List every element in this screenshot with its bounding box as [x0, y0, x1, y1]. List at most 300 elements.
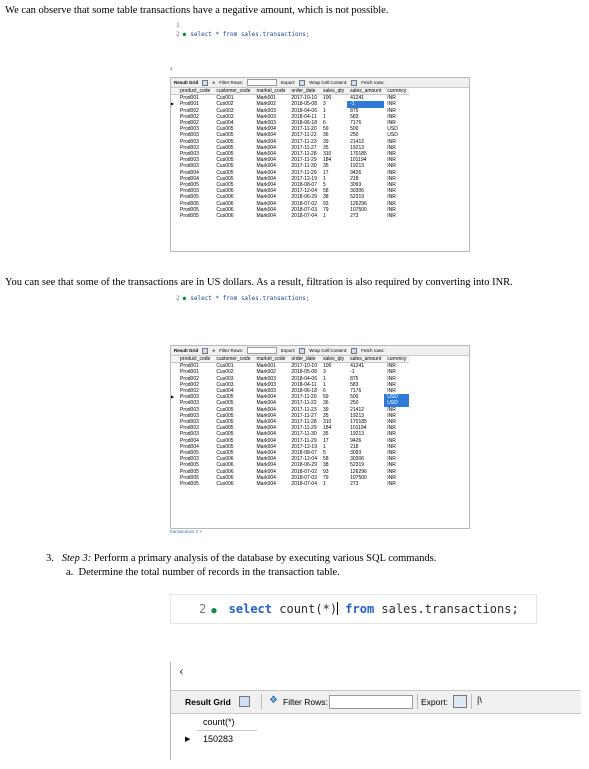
table-cell[interactable]: Mark001: [256, 363, 276, 370]
table-cell[interactable]: INR: [387, 412, 396, 419]
column-header[interactable]: market_code: [254, 356, 289, 363]
table-cell[interactable]: INR: [387, 213, 396, 220]
table-cell[interactable]: INR: [387, 163, 396, 170]
table-cell[interactable]: Cus005: [216, 419, 234, 426]
table-cell[interactable]: Mark004: [256, 419, 276, 426]
table-cell[interactable]: Prod002: [180, 120, 199, 127]
table-cell[interactable]: 21412: [350, 406, 365, 413]
table-cell[interactable]: 2017-12-19: [291, 175, 317, 182]
table-cell[interactable]: Prod003: [180, 132, 199, 139]
table-cell[interactable]: INR: [387, 175, 396, 182]
table-cell[interactable]: Cus006: [216, 468, 234, 475]
table-cell[interactable]: 36: [322, 132, 329, 139]
table-cell[interactable]: USD: [387, 126, 398, 133]
table-cell[interactable]: Prod005: [180, 462, 199, 469]
table-cell[interactable]: Cus005: [216, 431, 234, 438]
table-cell[interactable]: 2017-11-30: [291, 431, 317, 438]
grid-view-icon[interactable]: [202, 80, 208, 86]
table-cell[interactable]: Prod003: [180, 138, 199, 145]
table-cell[interactable]: Cus001: [216, 95, 234, 102]
table-cell[interactable]: INR: [387, 151, 396, 158]
table-row[interactable]: [171, 95, 409, 102]
table-cell[interactable]: Prod003: [180, 151, 199, 158]
table-cell[interactable]: 184: [322, 157, 332, 164]
table-cell[interactable]: 2017-10-10: [291, 363, 317, 370]
table-cell[interactable]: -1: [350, 369, 355, 376]
table-cell[interactable]: 170185: [350, 419, 367, 426]
table-cell[interactable]: Prod003: [180, 400, 199, 407]
table-cell[interactable]: Cus003: [216, 107, 234, 114]
table-cell[interactable]: Mark002: [256, 369, 276, 376]
column-header[interactable]: order_date: [288, 88, 320, 95]
table-cell[interactable]: 3: [322, 101, 326, 108]
table-cell[interactable]: 2017-12-04: [291, 456, 317, 463]
query-editor-2[interactable]: [176, 295, 309, 302]
table-cell[interactable]: Cus005: [216, 450, 234, 457]
table-cell[interactable]: 35: [322, 412, 329, 419]
table-cell[interactable]: Prod003: [180, 163, 199, 170]
table-cell[interactable]: Cus002: [216, 369, 234, 376]
wrap-toggle-icon[interactable]: |\: [477, 695, 482, 705]
table-cell[interactable]: Prod002: [180, 107, 199, 114]
table-cell[interactable]: 39: [322, 406, 329, 413]
table-cell[interactable]: Cus005: [216, 437, 234, 444]
table-cell[interactable]: Cus005: [216, 175, 234, 182]
table-cell[interactable]: Mark004: [256, 163, 276, 170]
table-cell[interactable]: 38: [322, 194, 329, 201]
table-cell[interactable]: 1: [322, 107, 326, 114]
table-cell[interactable]: Mark004: [256, 151, 276, 158]
table-cell[interactable]: 218: [350, 443, 359, 450]
grid-view-icon[interactable]: [239, 696, 250, 707]
table-cell[interactable]: Mark004: [256, 425, 276, 432]
table-cell[interactable]: Mark004: [256, 182, 276, 189]
wrap-toggle-icon[interactable]: [351, 348, 357, 354]
table-cell[interactable]: INR: [387, 456, 396, 463]
table-cell[interactable]: 2018-05-08: [291, 101, 317, 108]
table-cell[interactable]: Prod004: [180, 169, 199, 176]
table-cell[interactable]: INR: [387, 437, 396, 444]
table-cell[interactable]: 41241: [350, 363, 365, 370]
table-cell[interactable]: Cus002: [216, 101, 234, 108]
table-cell[interactable]: Cus003: [216, 381, 234, 388]
scroll-left-icon[interactable]: ‹: [179, 664, 184, 679]
table-cell[interactable]: 218: [350, 175, 359, 182]
table-cell[interactable]: 2018-06-18: [291, 388, 317, 395]
table-cell[interactable]: Prod005: [180, 200, 199, 207]
wrap-toggle-icon[interactable]: [351, 80, 357, 86]
filter-input[interactable]: [329, 695, 413, 709]
export-label[interactable]: Export:: [281, 80, 296, 85]
table-cell[interactable]: INR: [387, 474, 396, 481]
filter-input[interactable]: [247, 347, 277, 354]
table-cell[interactable]: Mark003: [256, 375, 276, 382]
table-cell[interactable]: INR: [387, 157, 396, 164]
table-cell[interactable]: Mark003: [256, 107, 276, 114]
table-cell[interactable]: INR: [387, 369, 396, 376]
table-cell[interactable]: 58: [322, 456, 329, 463]
table-cell[interactable]: 2018-07-04: [291, 481, 317, 488]
table-cell[interactable]: Prod001: [180, 369, 199, 376]
table-cell[interactable]: 19213: [350, 163, 365, 170]
table-cell[interactable]: 2018-05-08: [291, 369, 317, 376]
table-cell[interactable]: Mark004: [256, 456, 276, 463]
table-cell[interactable]: 2018-04-11: [291, 381, 317, 388]
table-cell[interactable]: Mark004: [256, 188, 276, 195]
table-cell[interactable]: Mark004: [256, 450, 276, 457]
query-editor-1[interactable]: [176, 31, 309, 38]
table-cell[interactable]: 30306: [350, 188, 365, 195]
column-header[interactable]: market_code: [254, 88, 289, 95]
table-cell[interactable]: 3: [322, 369, 326, 376]
table-cell[interactable]: 583: [350, 113, 359, 120]
column-header[interactable]: sales_amount: [347, 88, 384, 95]
export-icon[interactable]: [299, 80, 305, 86]
table-cell[interactable]: 126296: [350, 468, 367, 475]
table-cell[interactable]: 1: [322, 381, 326, 388]
table-cell[interactable]: Cus004: [216, 388, 234, 395]
table-cell[interactable]: 310: [322, 419, 332, 426]
table-cell[interactable]: INR: [387, 169, 396, 176]
table-cell[interactable]: 2017-11-20: [291, 126, 317, 133]
table-cell[interactable]: Mark004: [256, 169, 276, 176]
table-cell[interactable]: Prod005: [180, 450, 199, 457]
column-header[interactable]: product_code: [177, 88, 213, 95]
table-cell[interactable]: 41241: [350, 95, 365, 102]
table-cell[interactable]: Cus005: [216, 157, 234, 164]
table-cell[interactable]: 1: [322, 113, 326, 120]
table-cell[interactable]: 9426: [350, 169, 362, 176]
table-cell[interactable]: 2017-11-29: [291, 425, 317, 432]
table-cell[interactable]: INR: [387, 468, 396, 475]
table-cell[interactable]: INR: [387, 144, 396, 151]
table-cell[interactable]: 2017-11-23: [291, 406, 317, 413]
table-cell[interactable]: INR: [387, 188, 396, 195]
table-cell[interactable]: Prod003: [180, 406, 199, 413]
table-cell[interactable]: Mark004: [256, 406, 276, 413]
column-header[interactable]: product_code: [177, 356, 213, 363]
export-label[interactable]: Export:: [281, 348, 296, 353]
table-cell[interactable]: 107500: [350, 474, 367, 481]
table-cell[interactable]: 250: [350, 132, 359, 139]
table-cell[interactable]: Prod005: [180, 182, 199, 189]
table-cell[interactable]: Mark001: [256, 95, 276, 102]
table-cell[interactable]: Mark003: [256, 388, 276, 395]
table-cell[interactable]: Prod002: [180, 375, 199, 382]
table-cell[interactable]: 36: [322, 400, 329, 407]
table-cell[interactable]: INR: [387, 481, 396, 488]
column-header[interactable]: sales_qty: [320, 88, 347, 95]
table-cell[interactable]: Mark004: [256, 138, 276, 145]
table-cell[interactable]: 2018-07-04: [291, 213, 317, 220]
table-cell[interactable]: 2017-11-29: [291, 157, 317, 164]
table-cell[interactable]: Mark004: [256, 412, 276, 419]
table-cell[interactable]: Mark004: [256, 394, 276, 401]
table-cell[interactable]: 2018-06-18: [291, 120, 317, 127]
table-cell[interactable]: Cus006: [216, 213, 234, 220]
table-cell[interactable]: 52319: [350, 194, 365, 201]
table-cell[interactable]: Mark004: [256, 144, 276, 151]
table-cell[interactable]: Prod003: [180, 394, 199, 401]
table-cell[interactable]: Mark004: [256, 468, 276, 475]
table-cell[interactable]: 19213: [350, 144, 365, 151]
table-cell[interactable]: Prod003: [180, 425, 199, 432]
table-cell[interactable]: 2017-11-23: [291, 138, 317, 145]
table-row[interactable]: [171, 213, 409, 219]
table-cell[interactable]: 2018-07-03: [291, 474, 317, 481]
table-cell[interactable]: Cus006: [216, 206, 234, 213]
table-cell[interactable]: 2017-11-22: [291, 132, 317, 139]
table-cell[interactable]: 101194: [350, 425, 367, 432]
column-header[interactable]: sales_qty: [320, 356, 347, 363]
table-cell[interactable]: 100: [322, 95, 332, 102]
table-cell[interactable]: 35: [322, 144, 329, 151]
table-cell[interactable]: Prod001: [180, 95, 199, 102]
scroll-left-icon[interactable]: ‹: [170, 64, 173, 73]
table-cell[interactable]: 500: [350, 126, 359, 133]
table-cell[interactable]: Mark004: [256, 437, 276, 444]
table-cell[interactable]: Mark003: [256, 120, 276, 127]
table-cell[interactable]: INR: [387, 425, 396, 432]
table-cell[interactable]: Cus006: [216, 474, 234, 481]
table-cell[interactable]: Prod001: [180, 101, 199, 108]
column-header[interactable]: currency: [384, 356, 409, 363]
table-cell[interactable]: 2017-11-20: [291, 394, 317, 401]
table-cell[interactable]: 2017-10-10: [291, 95, 317, 102]
table-cell[interactable]: 2018-04-06: [291, 375, 317, 382]
table-cell[interactable]: 79: [322, 206, 329, 213]
table-row[interactable]: [171, 481, 409, 487]
table-cell[interactable]: INR: [387, 381, 396, 388]
table-cell[interactable]: Cus006: [216, 200, 234, 207]
table-cell[interactable]: Cus006: [216, 194, 234, 201]
table-cell[interactable]: Mark004: [256, 213, 276, 220]
table-cell[interactable]: Prod005: [180, 481, 199, 488]
export-icon[interactable]: [299, 348, 305, 354]
table-cell[interactable]: 3093: [350, 450, 362, 457]
table-cell[interactable]: 126296: [350, 200, 367, 207]
table-cell[interactable]: INR: [387, 375, 396, 382]
table-cell[interactable]: Prod001: [180, 363, 199, 370]
table-cell[interactable]: Cus005: [216, 406, 234, 413]
table-cell[interactable]: Cus005: [216, 126, 234, 133]
table-cell[interactable]: INR: [387, 120, 396, 127]
table-cell[interactable]: 2017-11-22: [291, 400, 317, 407]
table-cell[interactable]: 38: [322, 462, 329, 469]
table-cell[interactable]: Cus005: [216, 163, 234, 170]
table-cell[interactable]: Cus005: [216, 138, 234, 145]
column-header[interactable]: customer_code: [213, 356, 253, 363]
table-cell[interactable]: Mark004: [256, 462, 276, 469]
table-cell[interactable]: 2017-11-28: [291, 419, 317, 426]
table-cell[interactable]: 2018-07-02: [291, 200, 317, 207]
table-cell[interactable]: 19213: [350, 412, 365, 419]
table-cell[interactable]: Mark004: [256, 206, 276, 213]
table-cell[interactable]: 2018-08-07: [291, 182, 317, 189]
table-cell[interactable]: 500: [350, 394, 359, 401]
column-header[interactable]: currency: [384, 88, 409, 95]
table-cell[interactable]: -1: [347, 101, 384, 107]
table-cell[interactable]: Cus006: [216, 188, 234, 195]
table-cell[interactable]: Mark004: [256, 400, 276, 407]
table-cell[interactable]: 1: [322, 375, 326, 382]
table-cell[interactable]: 2017-12-19: [291, 443, 317, 450]
table-cell[interactable]: INR: [387, 206, 396, 213]
table-cell[interactable]: Cus006: [216, 462, 234, 469]
result-grid-tab[interactable]: Result Grid: [174, 80, 199, 85]
grid-view-icon[interactable]: [202, 348, 208, 354]
table-cell[interactable]: Prod003: [180, 126, 199, 133]
table-cell[interactable]: 107500: [350, 206, 367, 213]
table-cell[interactable]: 35: [322, 163, 329, 170]
table-cell[interactable]: 583: [350, 381, 359, 388]
table-cell[interactable]: 9426: [350, 437, 362, 444]
table-cell[interactable]: 2017-11-27: [291, 412, 317, 419]
table-cell[interactable]: 2017-11-29: [291, 169, 317, 176]
table-cell[interactable]: 30306: [350, 456, 365, 463]
export-icon[interactable]: [453, 695, 467, 708]
table-cell[interactable]: Mark004: [256, 431, 276, 438]
table-cell[interactable]: 19213: [350, 431, 365, 438]
table-cell[interactable]: Prod002: [180, 388, 199, 395]
table-cell[interactable]: 184: [322, 425, 332, 432]
table-cell[interactable]: Prod003: [180, 431, 199, 438]
table-cell[interactable]: 875: [350, 375, 359, 382]
table-cell[interactable]: Cus003: [216, 113, 234, 120]
table-cell[interactable]: INR: [387, 182, 396, 189]
table-cell[interactable]: Mark004: [256, 132, 276, 139]
table-cell[interactable]: Prod005: [180, 213, 199, 220]
table-cell[interactable]: Prod004: [180, 175, 199, 182]
table-cell[interactable]: INR: [387, 107, 396, 114]
table-cell[interactable]: Cus005: [216, 400, 234, 407]
table-cell[interactable]: 5: [322, 450, 326, 457]
table-cell[interactable]: Cus005: [216, 144, 234, 151]
table-cell[interactable]: Prod004: [180, 443, 199, 450]
table-cell[interactable]: Prod002: [180, 113, 199, 120]
table-cell[interactable]: 6: [322, 120, 326, 127]
table-cell[interactable]: Prod005: [180, 474, 199, 481]
table-cell[interactable]: Cus005: [216, 182, 234, 189]
table-cell[interactable]: Prod003: [180, 157, 199, 164]
result-grid-tab[interactable]: Result Grid: [185, 697, 231, 707]
table-cell[interactable]: Mark004: [256, 126, 276, 133]
table-cell[interactable]: INR: [387, 113, 396, 120]
table-cell[interactable]: 2018-04-06: [291, 107, 317, 114]
table-cell[interactable]: Cus005: [216, 443, 234, 450]
table-cell[interactable]: 58: [322, 188, 329, 195]
table-cell[interactable]: 52319: [350, 462, 365, 469]
table-cell[interactable]: 93: [322, 200, 329, 207]
table-cell[interactable]: INR: [387, 406, 396, 413]
table-cell[interactable]: 100: [322, 363, 332, 370]
table-cell[interactable]: 170185: [350, 151, 367, 158]
result-tab-transactions[interactable]: transactions 3 ×: [170, 529, 202, 534]
table-cell[interactable]: Cus005: [216, 169, 234, 176]
table-cell[interactable]: INR: [387, 462, 396, 469]
table-cell[interactable]: 2018-06-29: [291, 194, 317, 201]
table-cell[interactable]: Mark003: [256, 381, 276, 388]
table-cell[interactable]: 17: [322, 169, 329, 176]
table-cell[interactable]: 1: [322, 443, 326, 450]
column-header[interactable]: customer_code: [213, 88, 253, 95]
table-cell[interactable]: 2017-11-29: [291, 437, 317, 444]
table-cell[interactable]: 273: [350, 213, 359, 220]
table-cell[interactable]: USD: [387, 132, 398, 139]
table-cell[interactable]: Prod003: [180, 188, 199, 195]
table-cell[interactable]: 2018-07-03: [291, 206, 317, 213]
table-cell[interactable]: Prod003: [180, 412, 199, 419]
table-cell[interactable]: INR: [387, 138, 396, 145]
table-cell[interactable]: Mark004: [256, 481, 276, 488]
table-cell[interactable]: 39: [322, 138, 329, 145]
table-cell[interactable]: Mark002: [256, 101, 276, 108]
table-cell[interactable]: 59: [322, 126, 329, 133]
table-cell[interactable]: Prod004: [180, 437, 199, 444]
table-cell[interactable]: Cus005: [216, 425, 234, 432]
table-cell[interactable]: INR: [387, 363, 396, 370]
table-cell[interactable]: 59: [322, 394, 329, 401]
table-cell[interactable]: 35: [322, 431, 329, 438]
table-cell[interactable]: INR: [387, 450, 396, 457]
export-label[interactable]: Export:: [421, 697, 448, 707]
table-cell[interactable]: INR: [387, 95, 396, 102]
table-cell[interactable]: 7176: [350, 120, 362, 127]
table-cell[interactable]: 101194: [350, 157, 367, 164]
table-cell[interactable]: 273: [350, 481, 359, 488]
table-cell[interactable]: INR: [387, 431, 396, 438]
table-cell[interactable]: 17: [322, 437, 329, 444]
table-cell[interactable]: 5: [322, 182, 326, 189]
table-cell[interactable]: Prod005: [180, 468, 199, 475]
column-header[interactable]: sales_amount: [347, 356, 384, 363]
table-row[interactable]: [171, 363, 409, 370]
table-cell[interactable]: 21412: [350, 138, 365, 145]
table-cell[interactable]: 1: [322, 213, 326, 220]
table-cell[interactable]: Cus001: [216, 363, 234, 370]
table-cell[interactable]: Mark004: [256, 194, 276, 201]
table-cell[interactable]: Cus005: [216, 132, 234, 139]
table-cell[interactable]: 2018-08-07: [291, 450, 317, 457]
table-cell[interactable]: INR: [387, 200, 396, 207]
table-cell[interactable]: 1: [322, 481, 326, 488]
table-cell[interactable]: INR: [387, 443, 396, 450]
table-cell[interactable]: 1: [322, 175, 326, 182]
table-cell[interactable]: Cus006: [216, 481, 234, 488]
table-cell[interactable]: 2017-11-30: [291, 163, 317, 170]
table-cell[interactable]: 6: [322, 388, 326, 395]
table-cell[interactable]: Cus006: [216, 456, 234, 463]
column-header[interactable]: order_date: [288, 356, 320, 363]
table-cell[interactable]: INR: [387, 194, 396, 201]
table-cell[interactable]: Mark003: [256, 113, 276, 120]
table-cell[interactable]: Prod005: [180, 206, 199, 213]
table-cell[interactable]: Cus005: [216, 394, 234, 401]
table-cell[interactable]: Mark004: [256, 175, 276, 182]
table-cell[interactable]: INR: [387, 419, 396, 426]
table-cell[interactable]: INR: [387, 101, 396, 108]
table-cell[interactable]: 79: [322, 474, 329, 481]
table-cell[interactable]: 875: [350, 107, 359, 114]
table-cell[interactable]: Cus005: [216, 151, 234, 158]
table-cell[interactable]: 2017-11-28: [291, 151, 317, 158]
table-cell[interactable]: Mark004: [256, 200, 276, 207]
table-cell[interactable]: 2018-06-29: [291, 462, 317, 469]
table-cell[interactable]: 2018-07-02: [291, 468, 317, 475]
table-cell[interactable]: Cus005: [216, 412, 234, 419]
table-cell[interactable]: Prod003: [180, 419, 199, 426]
table-cell[interactable]: Mark004: [256, 474, 276, 481]
